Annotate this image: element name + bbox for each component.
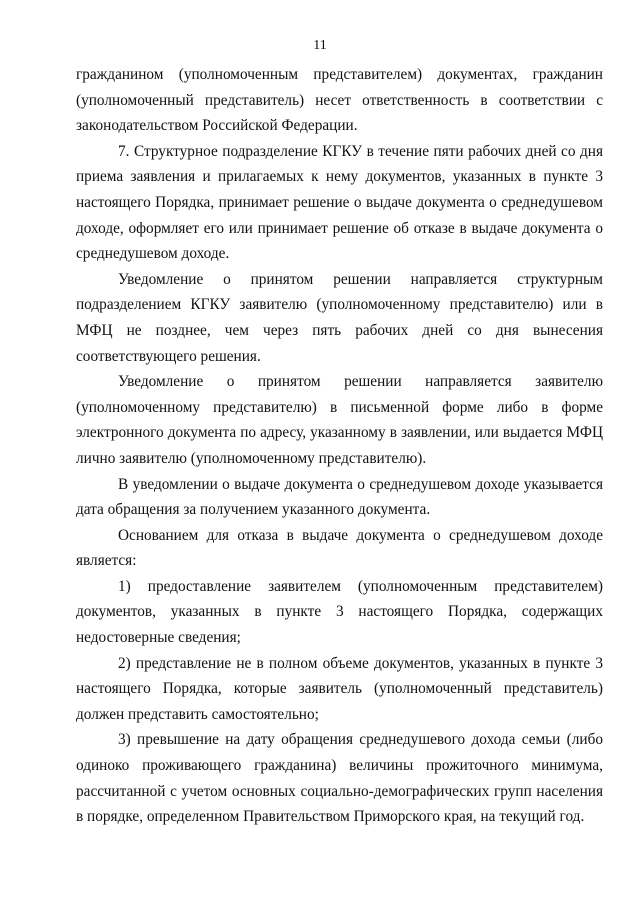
- paragraph-refusal-grounds: Основанием для отказа в выдаче документа о среднедушевом доходе является:: [76, 526, 603, 570]
- paragraph-notification-mfc: Уведомление о принятом решении направляется структурным подразделением КГКУ заявителю (уполномоченному представителю) или в МФЦ не позднее, чем через пять рабочих дней со дня вынесения соответствующего решения.: [76, 270, 603, 365]
- paragraph-notification-date: В уведомлении о выдаче документа о среднедушевом доходе указывается дата обращения за получением указанного документа.: [76, 475, 603, 519]
- list-item-2: 2) представление не в полном объеме документов, указанных в пункте 3 настоящего Порядка, которые заявитель (уполномоченный представитель) должен представить самостоятельно;: [76, 654, 603, 723]
- paragraph-continuation: гражданином (уполномоченным представителем) документах, гражданин (уполномоченный представитель) несет ответственность в соответствии с законодательством Российской Федерации.: [76, 66, 603, 135]
- page-number: 11: [313, 38, 327, 53]
- document-body: [76, 62, 603, 830]
- list-item-1: 1) предоставление заявителем (уполномоченным представителем) документов, указанных в пункте 3 настоящего Порядка, содержащих недостоверные сведения;: [76, 577, 603, 647]
- list-item-3: 3) превышение на дату обращения среднедушевого дохода семьи (либо одиноко проживающего гражданина) величины прожиточного минимума, рассчитанной с учетом основных социально-демографических групп населения в порядке, определенном Правительством Приморского края, на текущий год.: [76, 731, 603, 826]
- paragraph-notification-form: Уведомление о принятом решении направляется заявителю (уполномоченному представителю) в письменной форме либо в форме электронного документа по адресу, указанному в заявлении, или выдается МФЦ лично заявителю (уполномоченному представителю).: [76, 373, 603, 467]
- paragraph-item-7: 7. Структурное подразделение КГКУ в течение пяти рабочих дней со дня приема заявления и прилагаемых к нему документов, указанных в пункте 3 настоящего Порядка, принимает решение о выдаче документа о среднедушевом доходе, оформляет его или принимает решение об отказе в выдаче документа о среднедушевом доходе.: [76, 142, 603, 263]
